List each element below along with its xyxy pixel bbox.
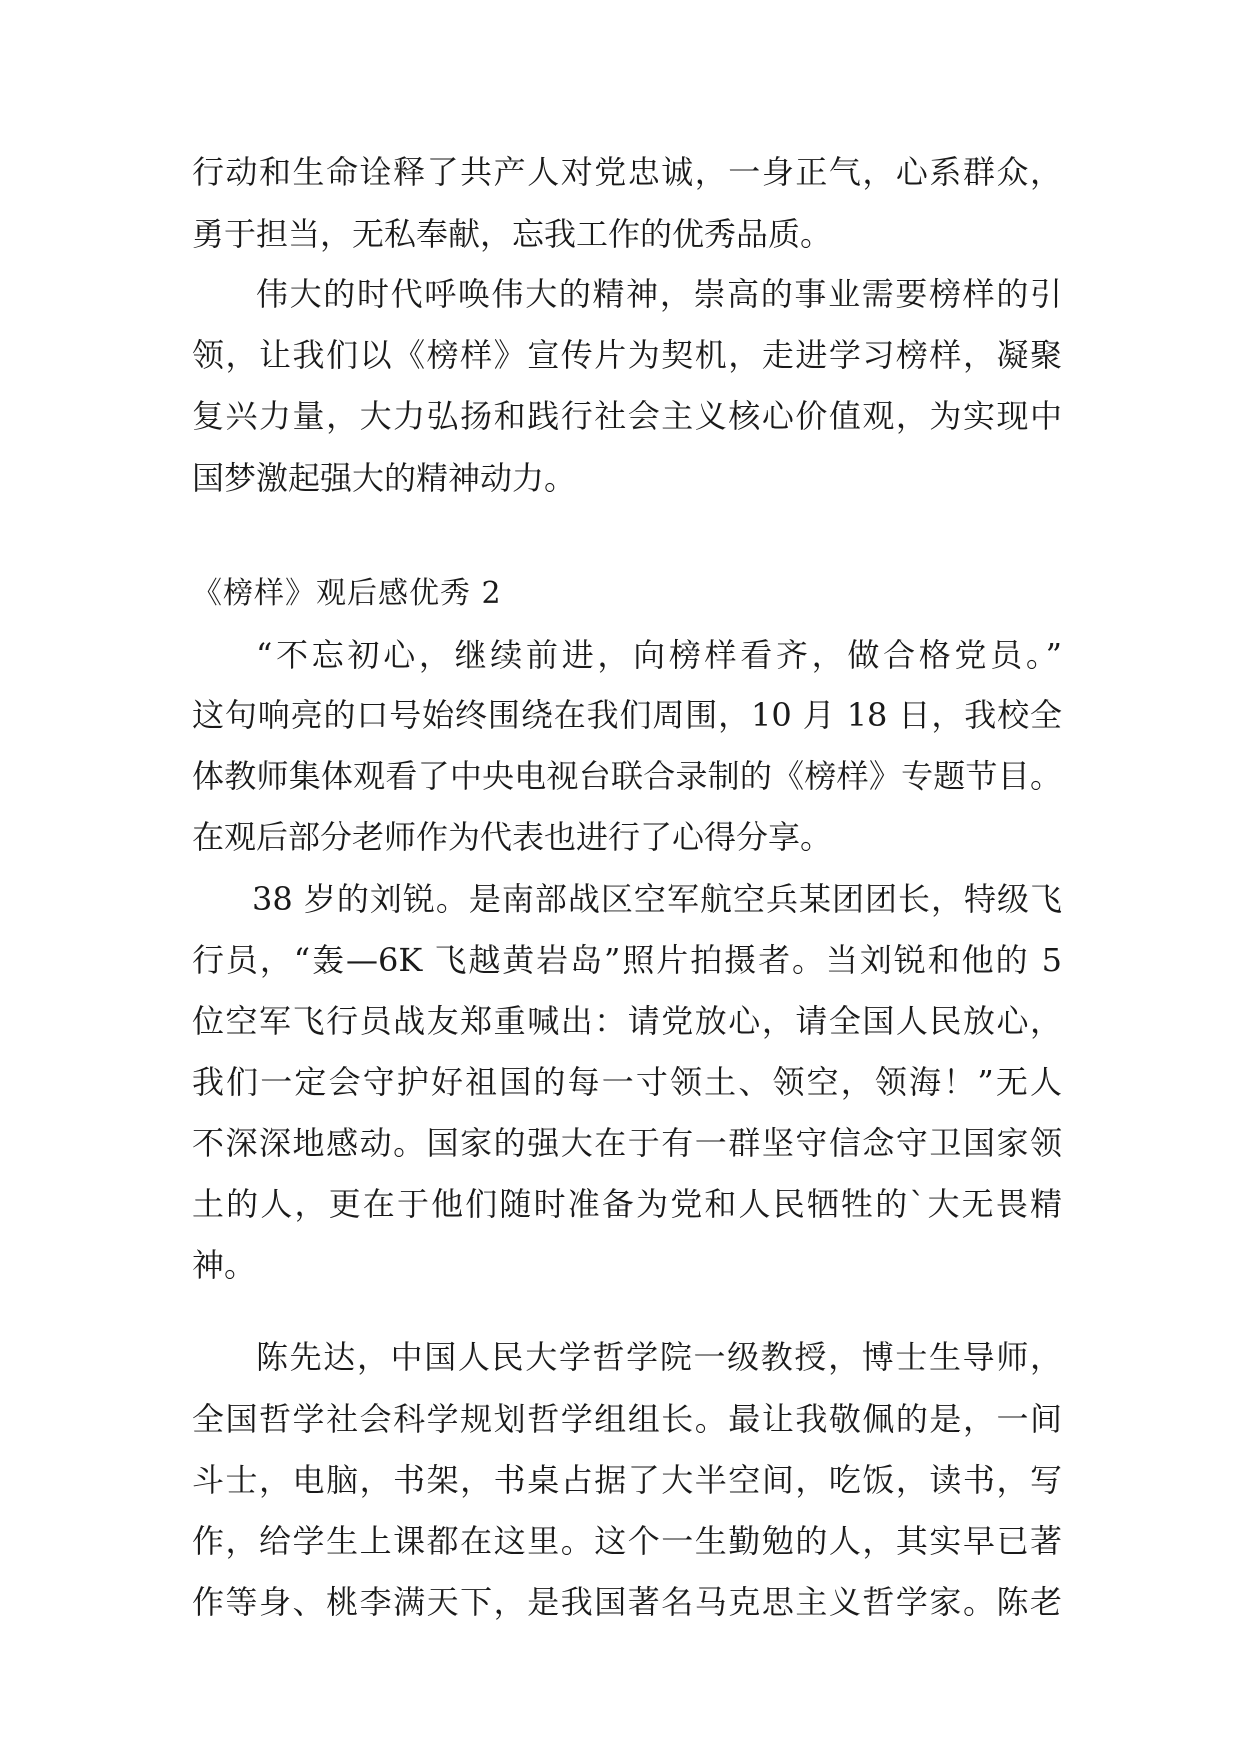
paragraph-line: “不忘初心，继续前进，向榜样看齐，做合格党员。”	[256, 636, 1062, 674]
paragraph-line: 作，给学生上课都在这里。这个一生勤勉的人，其实早已著	[192, 1522, 1062, 1560]
paragraph-line: 体教师集体观看了中央电视台联合录制的《榜样》专题节目。	[192, 757, 1062, 795]
paragraph-line: 勇于担当，无私奉献，忘我工作的优秀品质。	[192, 215, 833, 253]
paragraph-line: 国梦激起强大的精神动力。	[192, 459, 577, 497]
paragraph-line: 神。	[192, 1246, 257, 1284]
paragraph-line: 行动和生命诠释了共产人对党忠诚，一身正气，心系群众，	[192, 153, 1062, 191]
paragraph-line: 土的人，更在于他们随时准备为党和人民牺牲的`大无畏精	[192, 1185, 1062, 1223]
paragraph-line: 不深深地感动。国家的强大在于有一群坚守信念守卫国家领	[192, 1124, 1062, 1162]
paragraph-line: 在观后部分老师作为代表也进行了心得分享。	[192, 818, 833, 856]
paragraph-line: 位空军飞行员战友郑重喊出：请党放心，请全国人民放心，	[192, 1002, 1062, 1040]
paragraph-line: 这句响亮的口号始终围绕在我们周围，10 月 18 日，我校全	[192, 696, 1062, 734]
paragraph-line: 复兴力量，大力弘扬和践行社会主义核心价值观，为实现中	[192, 397, 1062, 435]
paragraph-line: 斗士，电脑，书架，书桌占据了大半空间，吃饭，读书，写	[192, 1461, 1062, 1499]
paragraph-line: 行员，“轰—6K 飞越黄岩岛”照片拍摄者。当刘锐和他的 5	[192, 941, 1062, 979]
paragraph-line: 38 岁的刘锐。是南部战区空军航空兵某团团长，特级飞	[252, 880, 1062, 918]
paragraph-line: 作等身、桃李满天下，是我国著名马克思主义哲学家。陈老	[192, 1583, 1062, 1621]
paragraph-line: 领，让我们以《榜样》宣传片为契机，走进学习榜样，凝聚	[192, 336, 1062, 374]
paragraph-line: 全国哲学社会科学规划哲学组组长。最让我敬佩的是，一间	[192, 1400, 1062, 1438]
section-heading: 《榜样》观后感优秀 2	[192, 576, 502, 611]
paragraph-line: 我们一定会守护好祖国的每一寸领土、领空，领海！”无人	[192, 1063, 1062, 1101]
paragraph-line: 伟大的时代呼唤伟大的精神，崇高的事业需要榜样的引	[256, 275, 1062, 313]
paragraph-line: 陈先达，中国人民大学哲学院一级教授，博士生导师，	[256, 1338, 1062, 1376]
